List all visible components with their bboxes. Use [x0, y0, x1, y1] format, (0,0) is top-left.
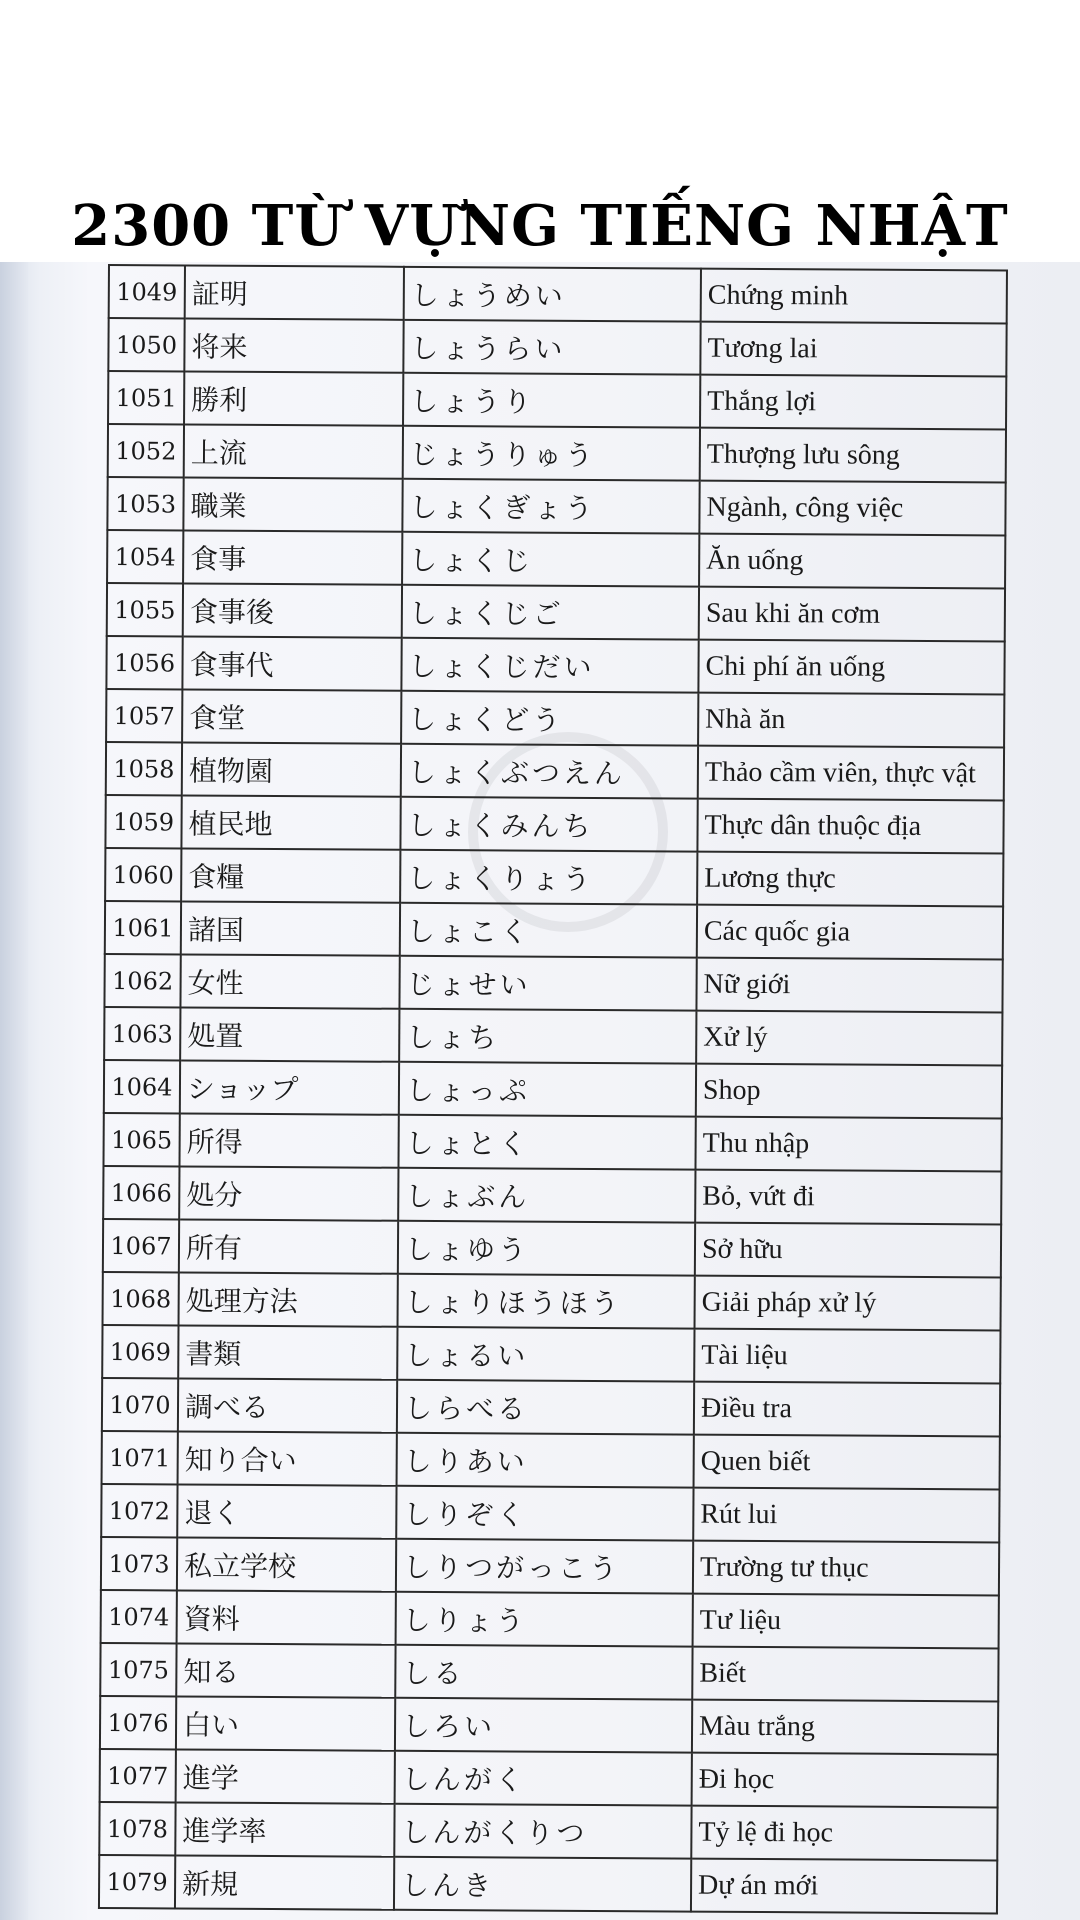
kana-cell: しょこく [400, 903, 697, 958]
kana-cell: しょくじ [402, 532, 699, 587]
vocabulary-table [98, 264, 1008, 1914]
entry-number: 1069 [102, 1325, 178, 1378]
table-row [104, 1007, 1002, 1065]
kana-cell: しょくじご [402, 585, 699, 640]
table-row [107, 477, 1005, 535]
meaning-cell: Nữ giới [696, 958, 1002, 1013]
kana-cell: しろい [395, 1698, 692, 1753]
kana-cell: しんがく [395, 1751, 692, 1806]
meaning-cell: Thảo cầm viên, thực vật [698, 746, 1004, 801]
table-row [101, 1590, 999, 1648]
entry-number: 1076 [100, 1696, 176, 1749]
kanji-cell: 知り合い [178, 1431, 397, 1485]
entry-number: 1051 [108, 371, 184, 424]
table-row [99, 1802, 997, 1860]
meaning-cell: Quen biết [694, 1435, 1000, 1490]
table-row [106, 636, 1004, 694]
entry-number: 1059 [105, 795, 181, 848]
book-page-photo [0, 262, 1080, 1920]
kana-cell: しる [395, 1645, 692, 1700]
entry-number: 1074 [101, 1590, 177, 1643]
entry-number: 1054 [107, 530, 183, 583]
entry-number: 1061 [105, 901, 181, 954]
kana-cell: しょくどう [401, 691, 698, 746]
kana-cell: しょうめい [404, 267, 701, 322]
entry-number: 1073 [101, 1537, 177, 1590]
table-row [103, 1166, 1001, 1224]
meaning-cell: Các quốc gia [697, 905, 1003, 960]
meaning-cell: Nhà ăn [698, 693, 1004, 748]
table-row [100, 1643, 998, 1701]
meaning-cell: Sở hữu [695, 1223, 1001, 1278]
kanji-cell: 食事代 [182, 636, 401, 690]
table-row [105, 848, 1003, 906]
kanji-cell: 職業 [183, 477, 402, 531]
kanji-cell: 知る [176, 1643, 395, 1697]
kana-cell: しりあい [397, 1433, 694, 1488]
kana-cell: しりょう [396, 1592, 693, 1647]
kanji-cell: 処分 [179, 1166, 398, 1220]
meaning-cell: Xử lý [696, 1011, 1002, 1066]
kana-cell: しりつがっこう [396, 1539, 693, 1594]
kana-cell: しょくぶつえん [401, 744, 698, 799]
meaning-cell: Biết [692, 1647, 998, 1702]
entry-number: 1053 [107, 477, 183, 530]
meaning-cell: Đi học [692, 1753, 998, 1808]
meaning-cell: Chứng minh [701, 269, 1007, 324]
kanji-cell: 進学率 [175, 1802, 394, 1856]
meaning-cell: Thực dân thuộc địa [697, 799, 1003, 854]
entry-number: 1052 [108, 424, 184, 477]
table-row [105, 901, 1003, 959]
kana-cell: しょとく [398, 1115, 695, 1170]
kana-cell: しょゆう [398, 1221, 695, 1276]
entry-number: 1065 [103, 1113, 179, 1166]
kana-cell: しょくじだい [401, 638, 698, 693]
kanji-cell: 所有 [179, 1219, 398, 1273]
table-row [103, 1272, 1001, 1330]
table-row [108, 371, 1006, 429]
kanji-cell: 将来 [184, 318, 403, 372]
entry-number: 1070 [102, 1378, 178, 1431]
entry-number: 1075 [100, 1643, 176, 1696]
entry-number: 1071 [102, 1431, 178, 1484]
table-row [107, 530, 1005, 588]
meaning-cell: Ăn uống [699, 534, 1005, 589]
entry-number: 1056 [106, 636, 182, 689]
entry-number: 1077 [100, 1749, 176, 1802]
kanji-cell: 植民地 [181, 795, 400, 849]
meaning-cell: Tương lai [700, 322, 1006, 377]
kanji-cell: 所得 [179, 1113, 398, 1167]
kanji-cell: ショップ [180, 1060, 399, 1114]
kana-cell: しんがくりつ [394, 1804, 691, 1859]
kana-cell: しょぶん [398, 1168, 695, 1223]
meaning-cell: Ngành, công việc [699, 481, 1005, 536]
meaning-cell: Tư liệu [693, 1594, 999, 1649]
table-row [106, 742, 1004, 800]
entry-number: 1066 [103, 1166, 179, 1219]
meaning-cell: Thắng lợi [700, 375, 1006, 430]
vocabulary-table-body [99, 265, 1007, 1913]
kanji-cell: 私立学校 [177, 1537, 396, 1591]
page-fold-shadow [0, 262, 28, 1920]
meaning-cell: Shop [696, 1064, 1002, 1119]
page-title: 2300 TỪ VỰNG TIẾNG NHẬT [71, 193, 1009, 259]
kanji-cell: 上流 [184, 424, 403, 478]
entry-number: 1050 [108, 318, 184, 371]
table-row [102, 1431, 1000, 1489]
table-row [102, 1325, 1000, 1383]
entry-number: 1079 [99, 1855, 175, 1908]
kanji-cell: 新規 [175, 1855, 394, 1909]
meaning-cell: Tỷ lệ đi học [691, 1806, 997, 1861]
kana-cell: しょくぎょう [402, 479, 699, 534]
entry-number: 1055 [107, 583, 183, 636]
kana-cell: しょりほうほう [398, 1274, 695, 1329]
table-row [104, 1060, 1002, 1118]
table-row [107, 583, 1005, 641]
kana-cell: しょっぷ [399, 1062, 696, 1117]
kanji-cell: 退く [177, 1484, 396, 1538]
meaning-cell: Chi phí ăn uống [698, 640, 1004, 695]
kanji-cell: 植物園 [182, 742, 401, 796]
kana-cell: しりぞく [396, 1486, 693, 1541]
table-row [103, 1113, 1001, 1171]
table-row [99, 1855, 997, 1913]
kana-cell: しんき [394, 1857, 691, 1912]
entry-number: 1063 [104, 1007, 180, 1060]
meaning-cell: Màu trắng [692, 1700, 998, 1755]
kana-cell: しょうり [403, 373, 700, 428]
kana-cell: しょち [399, 1009, 696, 1064]
meaning-cell: Thu nhập [695, 1117, 1001, 1172]
kanji-cell: 処理方法 [179, 1272, 398, 1326]
entry-number: 1068 [103, 1272, 179, 1325]
meaning-cell: Tài liệu [694, 1329, 1000, 1384]
kana-cell: しらべる [397, 1380, 694, 1435]
meaning-cell: Rút lui [693, 1488, 999, 1543]
meaning-cell: Bỏ, vứt đi [695, 1170, 1001, 1225]
kanji-cell: 証明 [185, 265, 404, 319]
entry-number: 1078 [99, 1802, 175, 1855]
kanji-cell: 諸国 [181, 901, 400, 955]
meaning-cell: Dự án mới [691, 1859, 997, 1914]
kanji-cell: 食堂 [182, 689, 401, 743]
entry-number: 1057 [106, 689, 182, 742]
kanji-cell: 資料 [177, 1590, 396, 1644]
table-row [102, 1378, 1000, 1436]
entry-number: 1049 [109, 265, 185, 318]
entry-number: 1067 [103, 1219, 179, 1272]
meaning-cell: Trường tư thục [693, 1541, 999, 1596]
kanji-cell: 書類 [178, 1325, 397, 1379]
meaning-cell: Lương thực [697, 852, 1003, 907]
kanji-cell: 女性 [180, 954, 399, 1008]
kanji-cell: 処置 [180, 1007, 399, 1061]
entry-number: 1072 [101, 1484, 177, 1537]
kanji-cell: 食事 [183, 530, 402, 584]
table-row [101, 1537, 999, 1595]
kanji-cell: 食事後 [183, 583, 402, 637]
kanji-cell: 白い [176, 1696, 395, 1750]
table-row [104, 954, 1002, 1012]
entry-number: 1060 [105, 848, 181, 901]
kanji-cell: 勝利 [184, 371, 403, 425]
table-row [100, 1696, 998, 1754]
meaning-cell: Giải pháp xử lý [695, 1276, 1001, 1331]
table-row [101, 1484, 999, 1542]
kana-cell: じょうりゅう [403, 426, 700, 481]
meaning-cell: Sau khi ăn cơm [699, 587, 1005, 642]
kanji-cell: 食糧 [181, 848, 400, 902]
meaning-cell: Điều tra [694, 1382, 1000, 1437]
entry-number: 1058 [106, 742, 182, 795]
meaning-cell: Thượng lưu sông [700, 428, 1006, 483]
kanji-cell: 調べる [178, 1378, 397, 1432]
kana-cell: しょるい [397, 1327, 694, 1382]
kana-cell: じょせい [399, 956, 696, 1011]
entry-number: 1062 [104, 954, 180, 1007]
table-row [105, 795, 1003, 853]
table-row [108, 318, 1006, 376]
kana-cell: しょうらい [403, 320, 700, 375]
table-row [106, 689, 1004, 747]
kana-cell: しょくみんち [400, 797, 697, 852]
entry-number: 1064 [104, 1060, 180, 1113]
table-row [100, 1749, 998, 1807]
table-row [109, 265, 1007, 323]
table-row [103, 1219, 1001, 1277]
table-row [108, 424, 1006, 482]
kana-cell: しょくりょう [400, 850, 697, 905]
kanji-cell: 進学 [176, 1749, 395, 1803]
